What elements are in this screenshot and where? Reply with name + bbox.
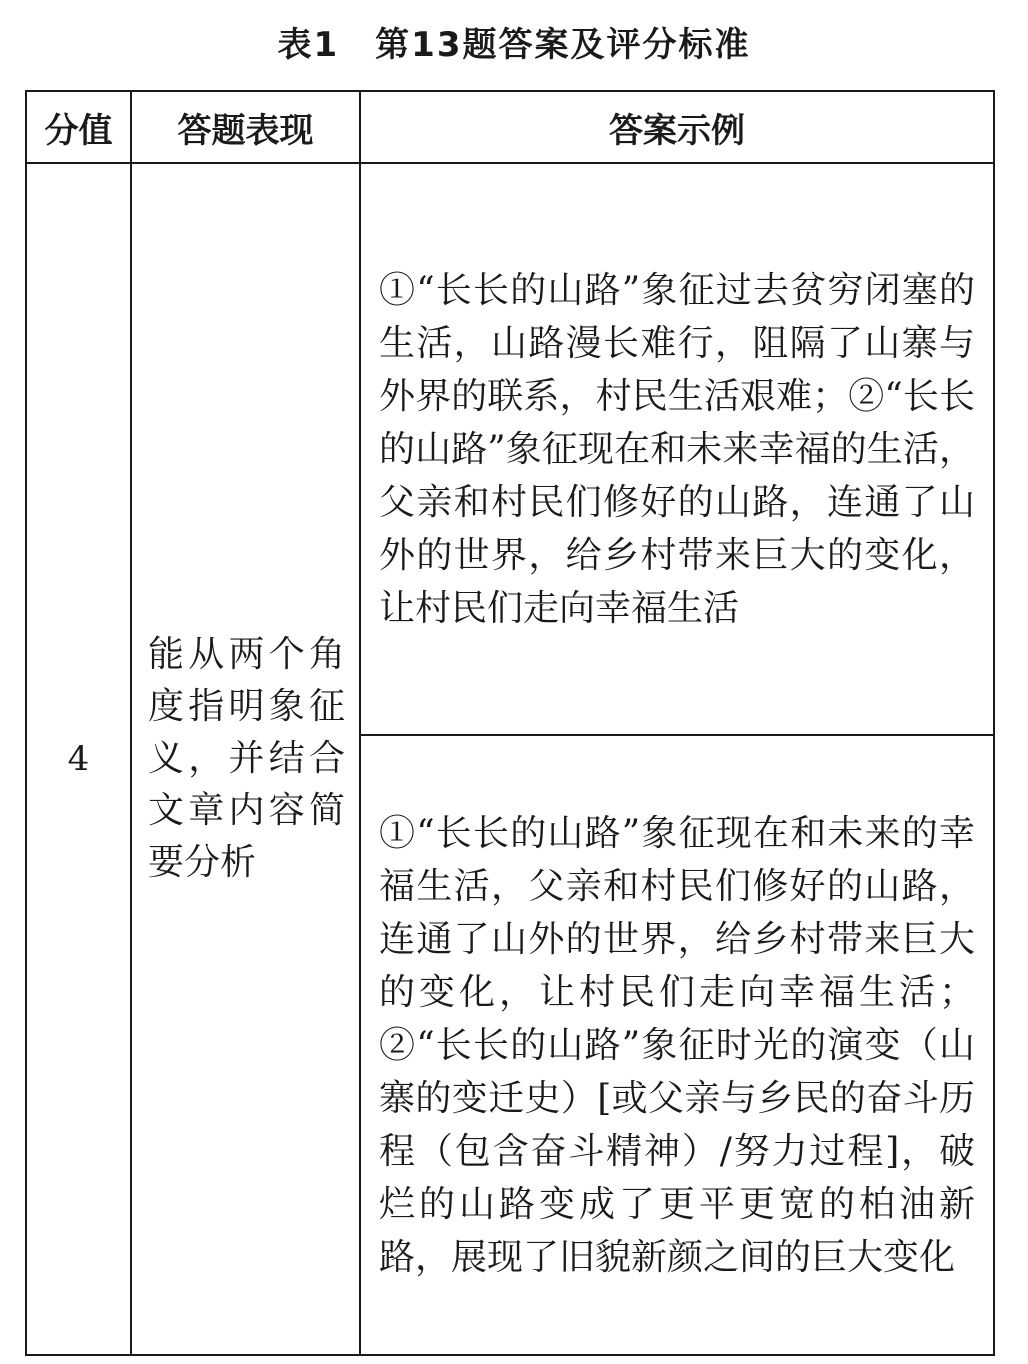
answer-example-1: ①“长长的山路”象征过去贫穷闭塞的生活，山路漫长难行，阻隔了山寨与外界的联系，村民生活艰难；②“长长的山路”象征现在和未来幸福的生活，父亲和村民们修好的山路，连通了山外的世界，给乡村带来巨大的变化，让村民们走向幸福生活	[360, 163, 994, 735]
table-row	[26, 163, 994, 735]
scoring-table	[25, 90, 995, 1356]
header-row	[26, 91, 994, 163]
score-cell: 4	[26, 163, 131, 1355]
answer-example-2: ①“长长的山路”象征现在和未来的幸福生活，父亲和村民们修好的山路，连通了山外的世界，给乡村带来巨大的变化，让村民们走向幸福生活；②“长长的山路”象征时光的演变（山寨的变迁史）[或父亲与乡民的奋斗历程（包含奋斗精神）/努力过程]，破烂的山路变成了更平更宽的柏油新路，展现了旧貌新颜之间的巨大变化	[360, 735, 994, 1355]
header-example: 答案示例	[360, 91, 994, 163]
table-caption: 表1 第13题答案及评分标准	[277, 25, 751, 65]
performance-cell: 能从两个角度指明象征义，并结合文章内容简要分析	[131, 163, 360, 1355]
header-score: 分值	[26, 91, 131, 163]
header-performance: 答题表现	[131, 91, 360, 163]
